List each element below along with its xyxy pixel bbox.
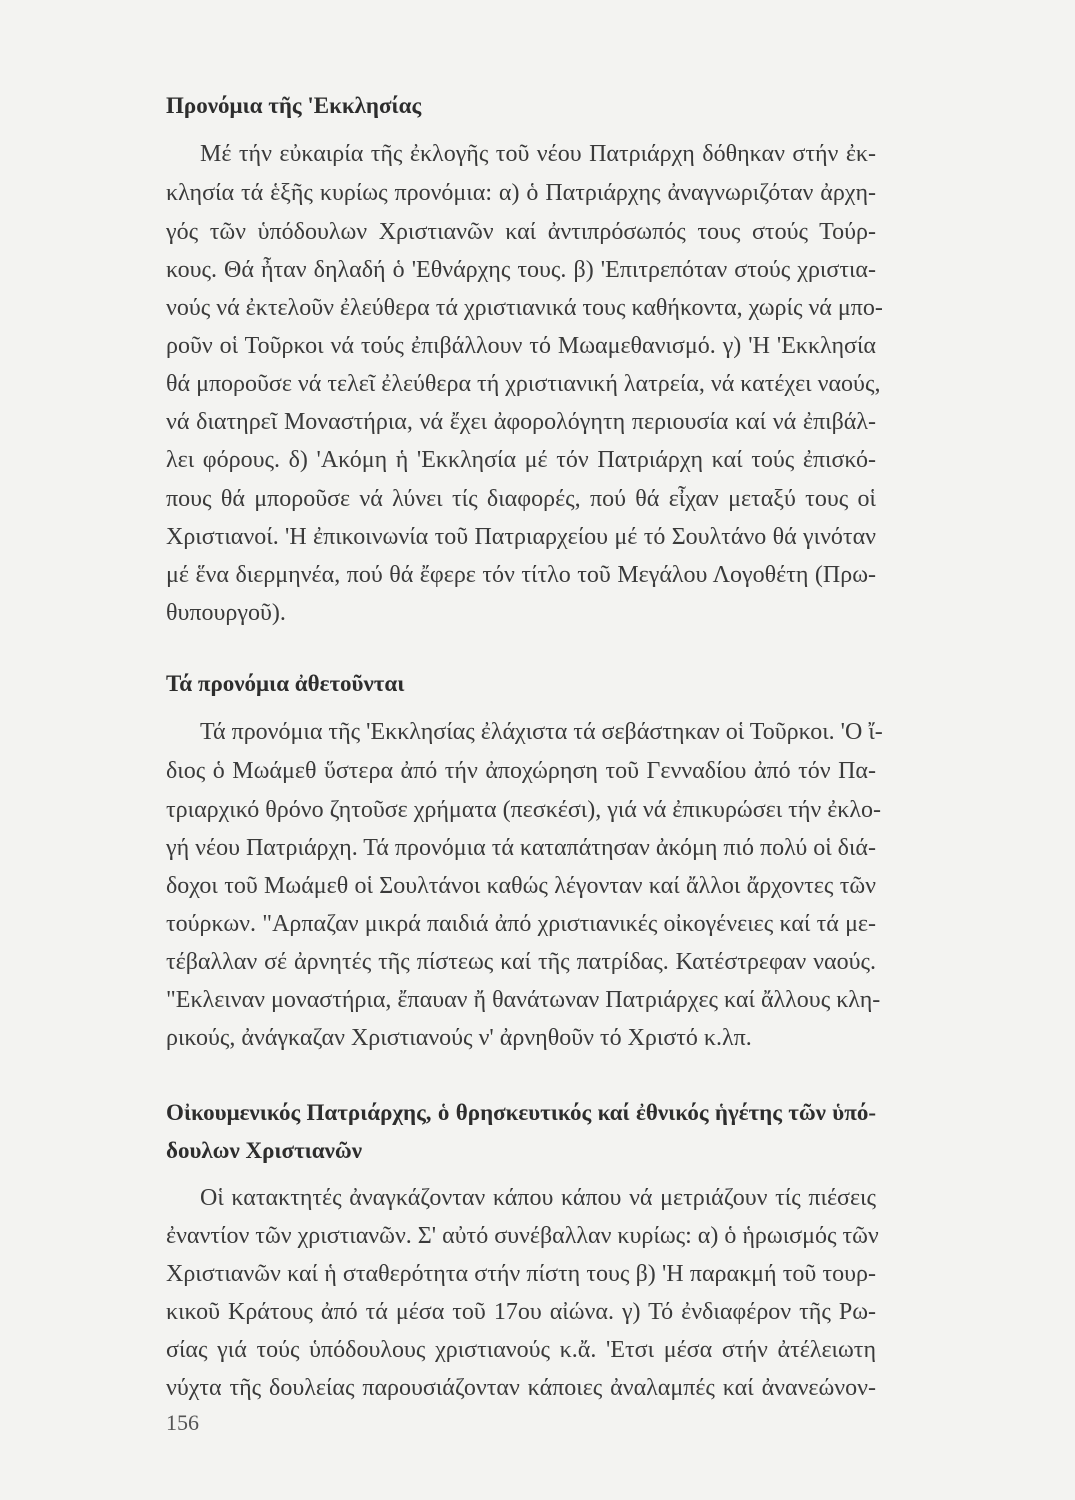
- section-heading-privileges: Προνόμια τῆς 'Εκκλησίας: [166, 93, 422, 118]
- page-number: 156: [166, 1410, 199, 1435]
- paragraph-line: λει φόρους. δ) 'Ακόμη ἡ 'Εκκλησία μέ τόν Πατριάρχη καί τούς ἐπισκό-: [166, 447, 876, 473]
- paragraph-line: τούρκων. "Αρπαζαν μικρά παιδιά ἀπό χριστιανικές οἰκογένειες καί τά με-: [166, 911, 876, 937]
- paragraph-line: νούς νά ἐκτελοῦν ἐλεύθερα τά χριστιανικά τους καθήκοντα, χωρίς νά μπο-: [166, 295, 883, 321]
- paragraph-line: τέβαλλαν σέ ἀρνητές τῆς πίστεως καί τῆς πατρίδας. Κατέστρεφαν ναούς.: [166, 949, 876, 975]
- paragraph-line: γός τῶν ὑπόδουλων Χριστιανῶν καί ἀντιπρόσωπός τους στούς Τούρ-: [166, 219, 876, 245]
- paragraph-line: κους. Θά ἦταν δηλαδή ὁ 'Εθνάρχης τους. β) 'Επιτρεπόταν στούς χριστια-: [166, 257, 876, 283]
- section-heading-patriarch-cont: δουλων Χριστιανῶν: [166, 1138, 363, 1163]
- paragraph-line: νύχτα τῆς δουλείας παρουσιάζονταν κάποιες ἀναλαμπές καί ἀνανεώνον-: [166, 1375, 876, 1401]
- paragraph-line: ἐναντίον τῶν χριστιανῶν. Σ' αὐτό συνέβαλλαν κυρίως: α) ὁ ἡρωισμός τῶν: [166, 1223, 879, 1249]
- paragraph-line: νά διατηρεῖ Μοναστήρια, νά ἔχει ἀφορολόγητη περιουσία καί νά ἐπιβάλ-: [166, 409, 876, 435]
- paragraph-line: τριαρχικό θρόνο ζητοῦσε χρήματα (πεσκέσι), γιά νά ἐπικυρώσει τήν ἐκλο-: [166, 797, 882, 823]
- paragraph-line: δοχοι τοῦ Μωάμεθ οἱ Σουλτάνοι καθώς λέγονταν καί ἄλλοι ἄρχοντες τῶν: [166, 873, 876, 899]
- section-heading-patriarch: Οἰκουμενικός Πατριάρχης, ὁ θρησκευτικός καί ἐθνικός ἡγέτης τῶν ὑπό-: [166, 1100, 876, 1125]
- paragraph-line: ρικούς, ἀνάγκαζαν Χριστιανούς ν' ἀρνηθοῦν τό Χριστό κ.λπ.: [166, 1025, 752, 1051]
- paragraph-line: διος ὁ Μωάμεθ ὕστερα ἀπό τήν ἀποχώρηση τοῦ Γενναδίου ἀπό τόν Πα-: [166, 758, 876, 784]
- paragraph-line: "Εκλειναν μοναστήρια, ἔπαυαν ἤ θανάτωναν Πατριάρχες καί ἄλλους κλη-: [166, 987, 881, 1013]
- paragraph-line: Μέ τήν εὐκαιρία τῆς ἐκλογῆς τοῦ νέου Πατριάρχη δόθηκαν στήν ἐκ-: [200, 141, 876, 167]
- paragraph-line: Τά προνόμια τῆς 'Εκκλησίας ἐλάχιστα τά σεβάστηκαν οἱ Τοῦρκοι. 'Ο ἴ-: [200, 719, 883, 745]
- paragraph-line: θυπουργοῦ).: [166, 600, 286, 626]
- paragraph-line: Χριστιανοί. 'Η ἐπικοινωνία τοῦ Πατριαρχείου μέ τό Σουλτάνο θά γινόταν: [166, 524, 876, 550]
- paragraph-line: γή νέου Πατριάρχη. Τά προνόμια τά καταπάτησαν ἀκόμη πιό πολύ οἱ διά-: [166, 835, 876, 861]
- paragraph-line: Χριστιανῶν καί ἡ σταθερότητα στήν πίστη τους β) 'Η παρακμή τοῦ τουρ-: [166, 1261, 876, 1287]
- paragraph-line: θά μποροῦσε νά τελεῖ ἐλεύθερα τή χριστιανική λατρεία, νά κατέχει ναούς,: [166, 371, 881, 397]
- section-heading-violated: Τά προνόμια ἀθετοῦνται: [166, 671, 405, 696]
- paragraph-line: κικοῦ Κράτους ἀπό τά μέσα τοῦ 17ου αἰώνα. γ) Τό ἐνδιαφέρον τῆς Ρω-: [166, 1299, 876, 1325]
- paragraph-line: Οἱ κατακτητές ἀναγκάζονταν κάπου κάπου νά μετριάζουν τίς πιέσεις: [200, 1185, 876, 1211]
- paragraph-line: πους θά μποροῦσε νά λύνει τίς διαφορές, πού θά εἶχαν μεταξύ τους οἱ: [166, 486, 876, 512]
- paragraph-line: μέ ἕνα διερμηνέα, πού θά ἔφερε τόν τίτλο τοῦ Μεγάλου Λογοθέτη (Πρω-: [166, 562, 876, 588]
- paragraph-line: σίας γιά τούς ὑπόδουλους χριστιανούς κ.ἄ. 'Ετσι μέσα στήν ἀτέλειωτη: [166, 1337, 876, 1363]
- paragraph-line: κλησία τά ἑξῆς κυρίως προνόμια: α) ὁ Πατριάρχης ἀναγνωριζόταν ἀρχη-: [166, 180, 876, 206]
- paragraph-line: ροῦν οἱ Τοῦρκοι νά τούς ἐπιβάλλουν τό Μωαμεθανισμό. γ) 'Η 'Εκκλησία: [166, 333, 876, 359]
